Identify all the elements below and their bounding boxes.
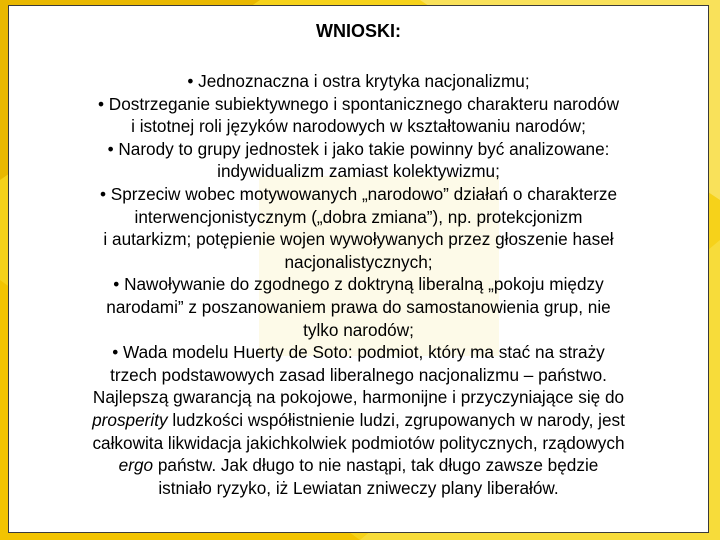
text-line: interwencjonistycznym („dobra zmiana”), np. protekcjonizm [134,206,583,227]
bullet-2 [19,93,698,138]
text-line: nacjonalistycznych; [284,251,433,272]
slide-title: WNIOSKI: [316,21,401,41]
text-line: całkowita likwidacja jakichkolwiek podmiotów politycznych, rządowych [92,432,625,453]
text-line: • Jednoznaczna i ostra krytyka nacjonalizmu; [187,71,530,91]
text-line: ludzkości współistnienie ludzi, zgrupowanych w narody, jest [167,409,625,430]
bullet-3 [19,138,698,183]
bullet-5 [19,273,698,341]
text-line: indywidualizm zamiast kolektywizmu; [217,161,500,182]
text-line: • Sprzeciw wobec motywowanych „narodowo” działań o charakterze [99,183,618,204]
text-line: • Dostrzeganie subiektywnego i spontanicznego charakteru narodów [98,93,619,114]
italic-term: ergo [118,455,154,476]
text-line: • Narody to grupy jednostek i jako takie powinny być analizowane: [107,138,610,159]
text-line: • Nawoływanie do zgodnego z doktryną liberalną „pokoju między [113,274,604,295]
bullet-1 [19,70,698,93]
text-line: trzech podstawowych zasad liberalnego nacjonalizmu – państwo. [110,364,607,385]
italic-term: prosperity [92,409,168,430]
text-line: • Wada modelu Huerty de Soto: podmiot, który ma stać na straży [112,342,605,363]
text-line: istniało ryzyko, iż Lewiatan zniweczy plany liberałów. [158,477,559,498]
slide-body [19,70,698,499]
text-line: Najlepszą gwarancją na pokojowe, harmonijne i przyczyniające się do [92,387,625,408]
text-line: narodami” z poszanowaniem prawa do samostanowienia grup, nie [106,296,611,317]
bullet-4 [19,183,698,273]
text-line: państw. Jak długo to nie nastąpi, tak długo zawsze będzie [153,455,599,476]
text-line: tylko narodów; [303,319,414,340]
text-line: i istotnej roli języków narodowych w kształtowaniu narodów; [131,116,586,137]
text-line: i autarkizm; potępienie wojen wywoływanych przez głoszenie haseł [103,229,614,250]
slide-panel [8,5,709,533]
bullet-6 [19,341,698,499]
